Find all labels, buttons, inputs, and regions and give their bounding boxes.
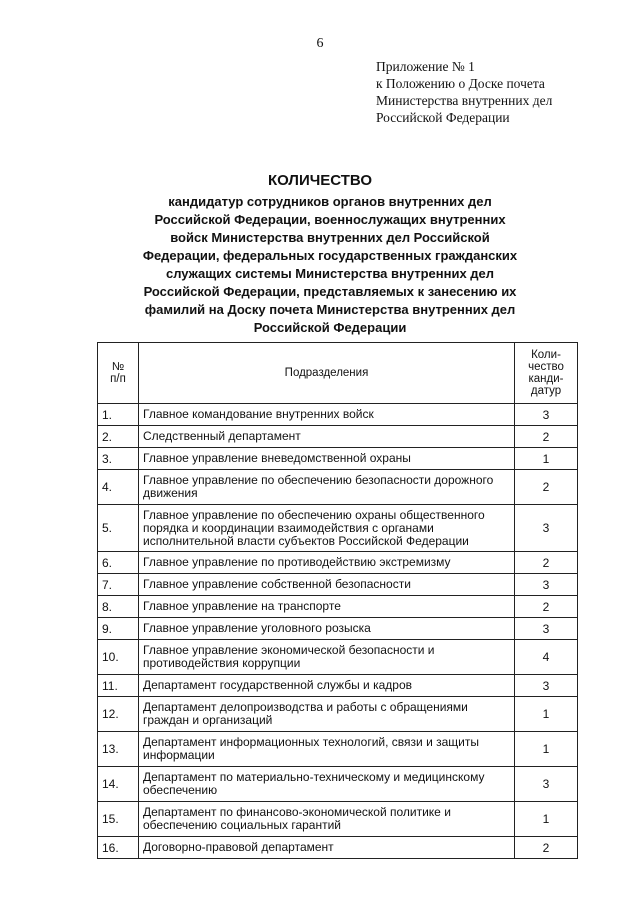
row-count: 1 <box>515 448 578 470</box>
row-count: 2 <box>515 596 578 618</box>
row-count: 3 <box>515 574 578 596</box>
row-division: Главное управление по противодействию экстремизму <box>139 552 515 574</box>
appendix-line: Приложение № 1 <box>376 59 475 74</box>
row-count: 1 <box>515 697 578 732</box>
subtitle-line: фамилий на Доску почета Министерства внутренних дел <box>144 302 516 317</box>
row-number: 9. <box>98 618 139 640</box>
row-division: Главное управление экономической безопасности и противодействия коррупции <box>139 640 515 675</box>
subtitle-line: Российской Федерации, представляемых к занесению их <box>143 284 517 299</box>
appendix-line: Российской Федерации <box>376 110 510 125</box>
row-count: 4 <box>515 640 578 675</box>
table-row <box>98 596 578 618</box>
row-number: 13. <box>98 732 139 767</box>
row-division: Департамент делопроизводства и работы с обращениями граждан и организаций <box>139 697 515 732</box>
row-division: Следственный департамент <box>139 426 515 448</box>
row-count: 2 <box>515 837 578 859</box>
row-division: Главное управление вневедомственной охраны <box>139 448 515 470</box>
row-number: 5. <box>98 505 139 552</box>
row-number: 4. <box>98 470 139 505</box>
subtitle-line: Федерации, федеральных государственных гражданских <box>142 248 518 263</box>
table-row <box>98 837 578 859</box>
row-number: 12. <box>98 697 139 732</box>
row-count: 1 <box>515 732 578 767</box>
row-division: Главное командование внутренних войск <box>139 404 515 426</box>
table-row <box>98 675 578 697</box>
subtitle-line: служащих системы Министерства внутренних дел <box>165 266 495 281</box>
table-row <box>98 426 578 448</box>
candidates-table <box>97 342 578 859</box>
row-number: 8. <box>98 596 139 618</box>
header-number: № п/п <box>98 343 139 404</box>
table-row <box>98 574 578 596</box>
table-row <box>98 618 578 640</box>
row-number: 6. <box>98 552 139 574</box>
document-title: КОЛИЧЕСТВО <box>267 172 373 189</box>
appendix-note <box>376 58 552 126</box>
document-subtitle <box>120 193 540 337</box>
subtitle-line: войск Министерства внутренних дел Российской <box>170 230 490 245</box>
header-division: Подразделения <box>139 343 515 404</box>
row-division: Департамент по материально-техническому и медицинскому обеспечению <box>139 767 515 802</box>
row-number: 15. <box>98 802 139 837</box>
row-count: 3 <box>515 618 578 640</box>
row-number: 2. <box>98 426 139 448</box>
table-row <box>98 767 578 802</box>
row-number: 7. <box>98 574 139 596</box>
table-row <box>98 470 578 505</box>
row-number: 16. <box>98 837 139 859</box>
row-division: Главное управление по обеспечению безопасности дорожного движения <box>139 470 515 505</box>
row-division: Департамент по финансово-экономической политике и обеспечению социальных гарантий <box>139 802 515 837</box>
row-count: 2 <box>515 426 578 448</box>
subtitle-line: кандидатур сотрудников органов внутренних дел <box>168 194 492 209</box>
row-count: 3 <box>515 404 578 426</box>
row-number: 10. <box>98 640 139 675</box>
subtitle-line: Российской Федерации, военнослужащих внутренних <box>154 212 506 227</box>
row-division: Департамент информационных технологий, связи и защиты информации <box>139 732 515 767</box>
row-count: 3 <box>515 505 578 552</box>
row-count: 3 <box>515 767 578 802</box>
row-count: 1 <box>515 802 578 837</box>
row-division: Главное управление собственной безопасности <box>139 574 515 596</box>
table-row <box>98 448 578 470</box>
table-row <box>98 697 578 732</box>
table-row <box>98 552 578 574</box>
row-count: 3 <box>515 675 578 697</box>
table-row <box>98 505 578 552</box>
row-division: Главное управление по обеспечению охраны общественного порядка и координации взаимодействия с органами исполнительной власти субъектов Российской Федерации <box>139 505 515 552</box>
table-header-row <box>98 343 578 404</box>
table-row <box>98 802 578 837</box>
appendix-line: Министерства внутренних дел <box>376 93 553 108</box>
subtitle-line: Российской Федерации <box>253 320 407 335</box>
appendix-line: к Положению о Доске почета <box>376 76 545 91</box>
row-division: Главное управление уголовного розыска <box>139 618 515 640</box>
table-row <box>98 404 578 426</box>
row-number: 14. <box>98 767 139 802</box>
table-row <box>98 640 578 675</box>
row-count: 2 <box>515 552 578 574</box>
row-division: Главное управление на транспорте <box>139 596 515 618</box>
row-division: Департамент государственной службы и кадров <box>139 675 515 697</box>
row-count: 2 <box>515 470 578 505</box>
table-row <box>98 732 578 767</box>
row-number: 3. <box>98 448 139 470</box>
row-division: Договорно-правовой департамент <box>139 837 515 859</box>
header-count: Коли- чество канди- датур <box>515 343 578 404</box>
page-number: 6 <box>316 36 324 51</box>
row-number: 11. <box>98 675 139 697</box>
row-number: 1. <box>98 404 139 426</box>
